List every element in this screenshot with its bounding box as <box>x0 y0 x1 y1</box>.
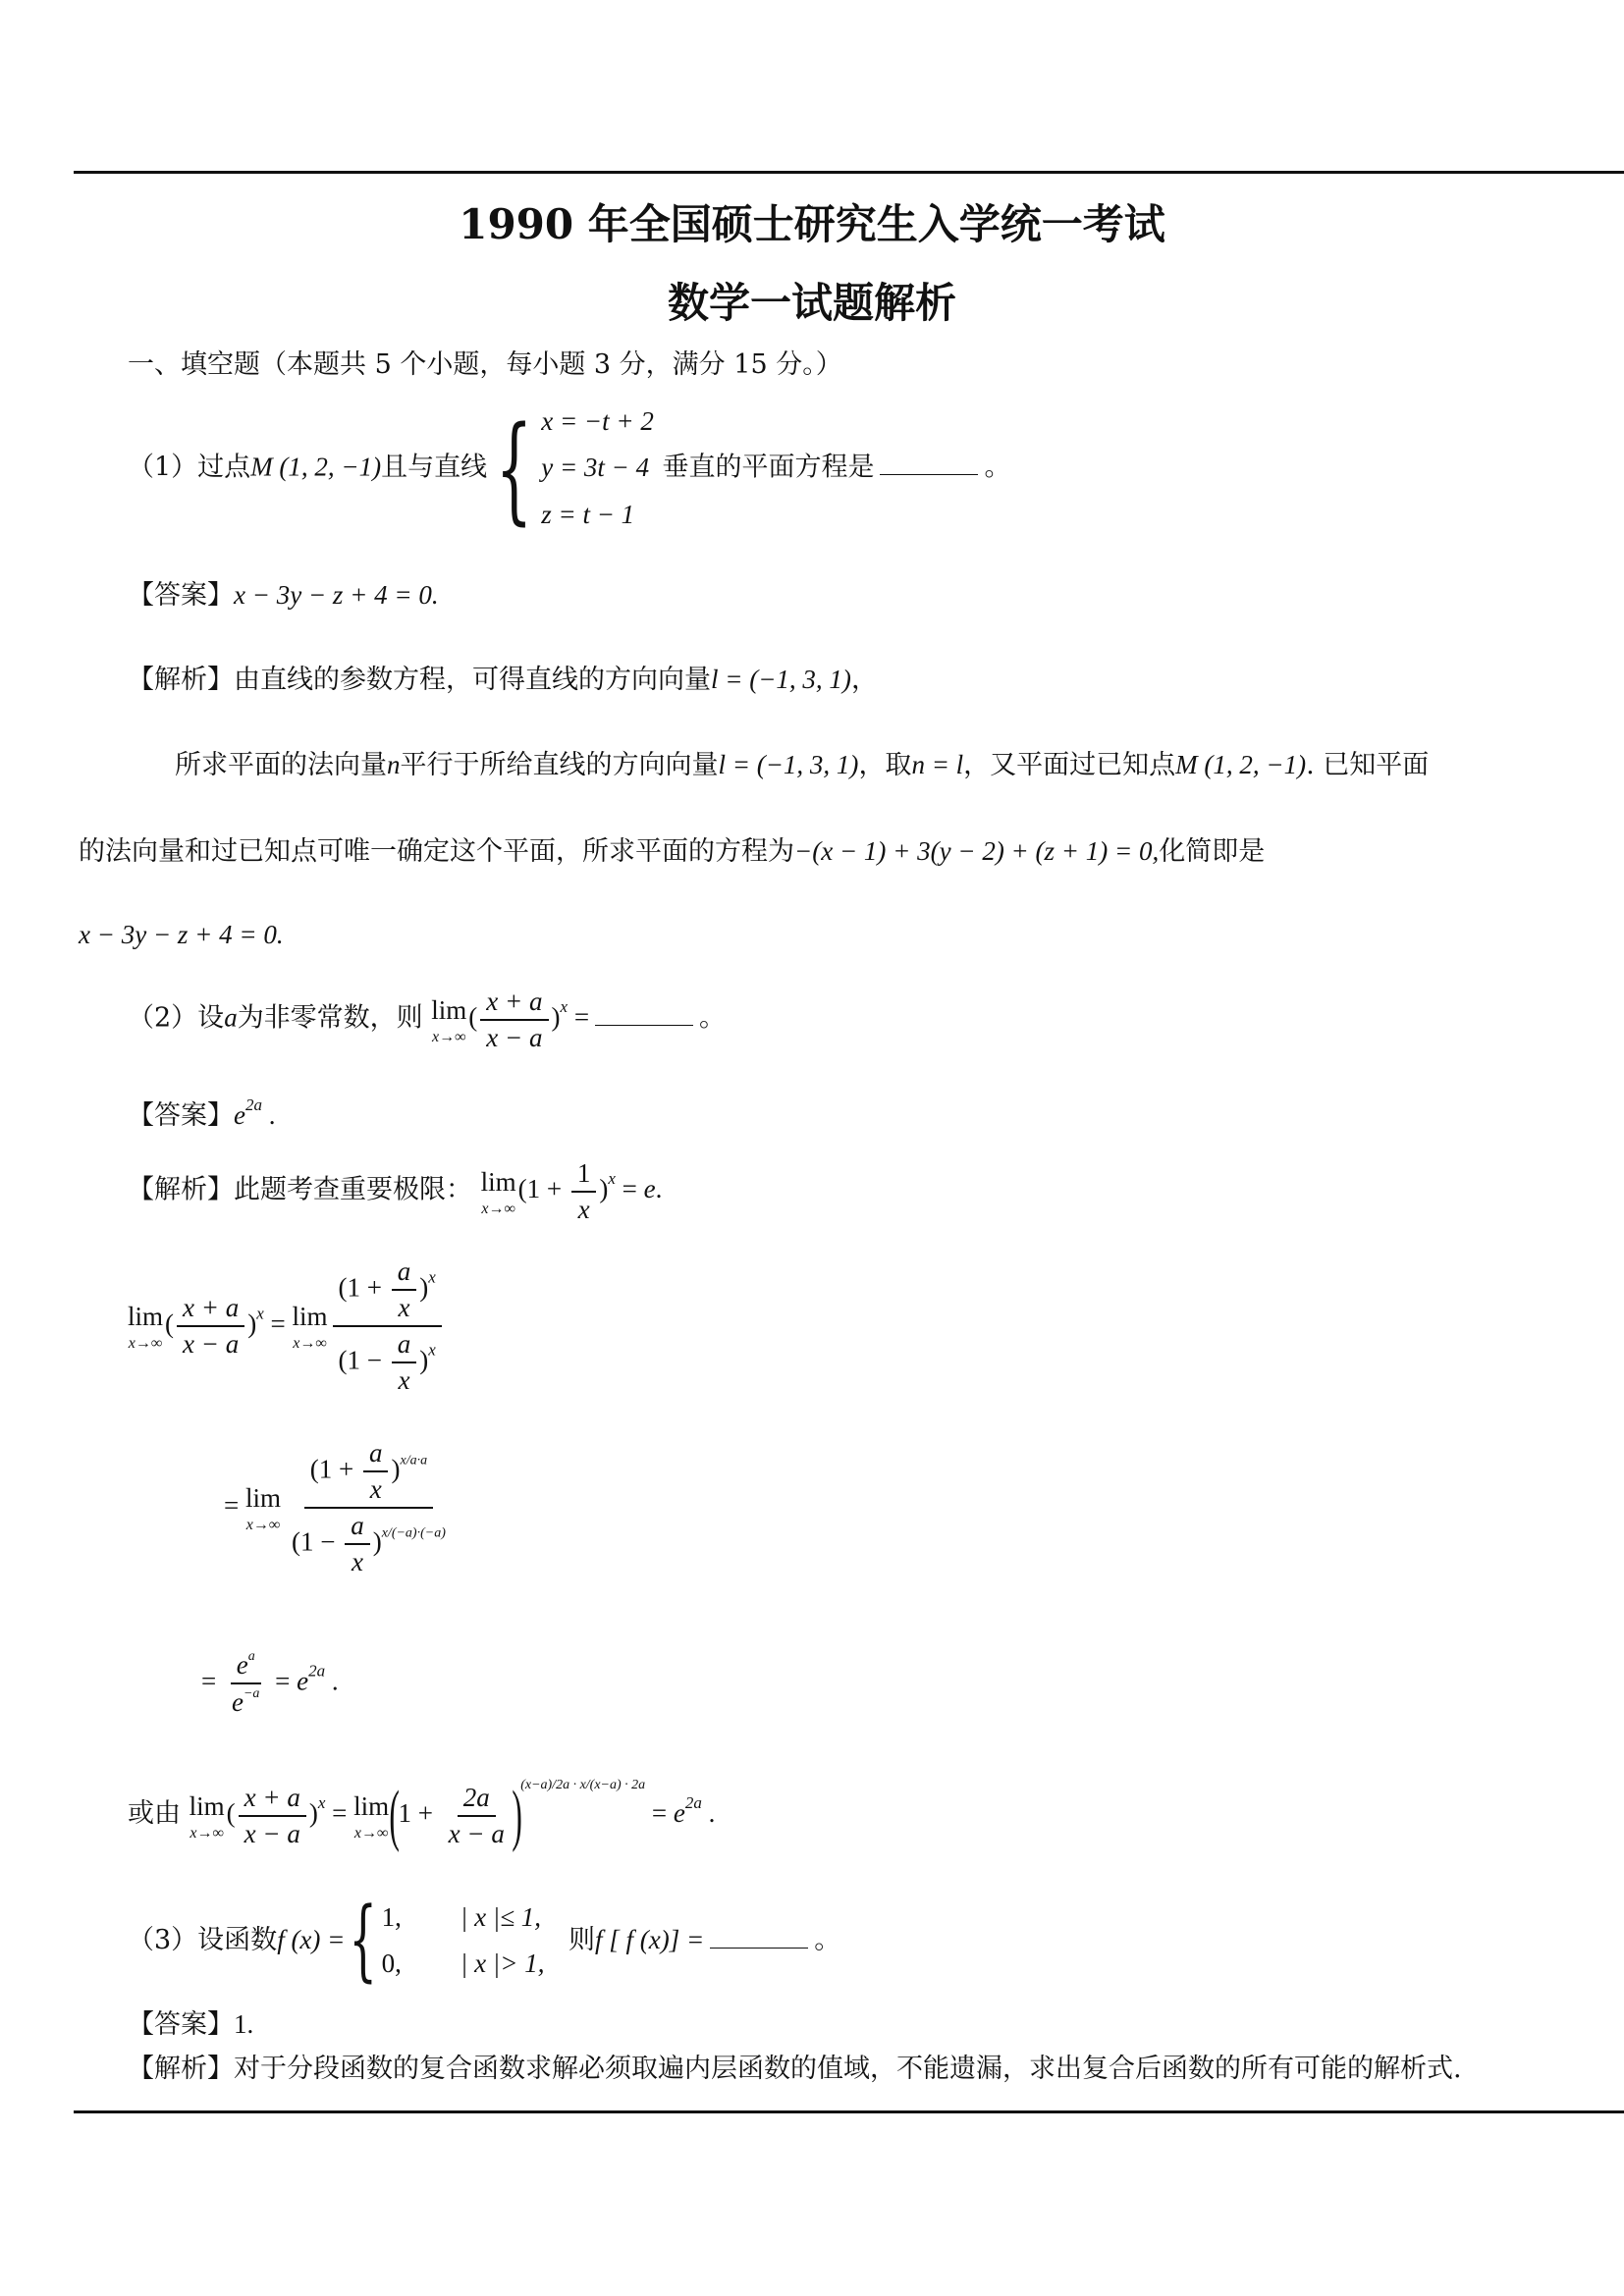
question-3: （3）设函数f (x) ={ 1, | x |≤ 1, 0, | x |> 1, 则f [ f (x)] = 。 <box>128 1889 841 1993</box>
q2-step1: lim x→∞ ( $\frac{x + a}{x - a}$ )$^x$ = lim x→∞ (1 + $\frac{a}{x}$ )$^x$ (1 − $\frac{a}{x}$ )$^x$ <box>128 1256 445 1396</box>
answer-blank-2 <box>595 1003 693 1026</box>
section-heading: 一、填空题（本题共 5 个小题，每小题 3 分，满分 15 分。） <box>128 349 842 380</box>
q1-analysis: 【解析】由直线的参数方程，可得直线的方向向量l = (−1, 3, 1)， <box>128 665 878 695</box>
answer-blank <box>880 453 978 475</box>
piecewise-cases: 1, | x |≤ 1, 0, | x |> 1, <box>381 1902 545 1979</box>
q3-answer: 【答案】1. <box>128 2009 254 2040</box>
q2-analysis: 【解析】此题考查重要极限： lim x→∞ (1 + $\frac{1}{x}$ )$^x$ = e. <box>128 1158 663 1225</box>
question-1: （1）过点M (1, 2, −1)且与直线{ x = −t + 2 y = 3t − 4 z = t − 1 垂直的平面方程是 。 <box>128 400 1011 536</box>
q1-analysis-p1: 所求平面的法向量n平行于所给直线的方向向量l = (−1, 3, 1)，取n = l，又平面过已知点M (1, 2, −1). 已知平面 <box>175 750 1430 780</box>
q2-step3: = $\frac{e^a}{e^{-a}}$ = $e^{2a}$ . <box>201 1649 339 1718</box>
page-title: 1990 年全国硕士研究生入学统一考试 <box>459 200 1165 248</box>
top-rule <box>74 171 1624 174</box>
point-m: M (1, 2, −1) <box>250 452 382 482</box>
line-equations: x = −t + 2 y = 3t − 4 z = t − 1 <box>541 406 654 529</box>
q2-step2: = lim x→∞ (1 + $\frac{a}{x}$ )$^{x/a\cdot a}$ (1 − $\frac{a}{x}$ )$^{x/(-a)\cdot(-a)}$ <box>224 1438 446 1577</box>
page-subtitle: 数学一试题解析 <box>667 279 956 327</box>
question-2: （2）设a为非零常数，则 lim x→∞ ( $\frac{x + a}{x - a}$ )$^x$ = 。 <box>128 987 727 1053</box>
q1-answer: 【答案】x − 3y − z + 4 = 0. <box>128 580 439 611</box>
q1-analysis-p2: 的法向量和过已知点可唯一确定这个平面，所求平面的方程为−(x − 1) + 3(y − 2) + (z + 1) = 0,化简即是 <box>79 836 1266 867</box>
bottom-rule <box>74 2110 1624 2113</box>
left-brace: { <box>495 400 533 536</box>
q1-analysis-p3: x − 3y − z + 4 = 0. <box>79 920 284 949</box>
q3-analysis: 【解析】对于分段函数的复合函数求解必须取遍内层函数的值域，不能遗漏，求出复合后函数的所有可能的解析式. <box>128 2054 1462 2084</box>
q2-alternative: 或由 lim x→∞ ( $\frac{x + a}{x - a}$ )$^x$ = lim x→∞ (1 + $\frac{2a}{x - a}$ )$^{(x-a)/2a \cdot x/(x-a) \cdot 2a} = e^{2a}$ . <box>128 1777 716 1853</box>
answer-blank-3 <box>710 1926 808 1949</box>
q2-answer: 【答案】$e^{2a}$ . <box>128 1095 276 1131</box>
